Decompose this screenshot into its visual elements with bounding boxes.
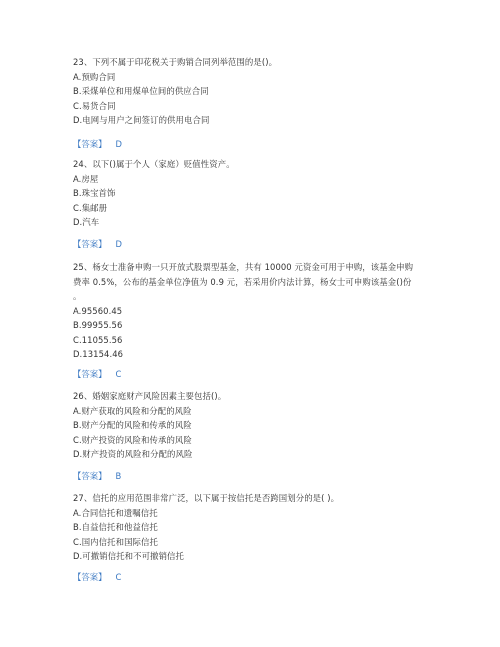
- option-a: A.预购合同: [73, 71, 116, 82]
- question-26: [73, 389, 433, 462]
- answer-label: 【答案】: [73, 471, 107, 481]
- option-a: A.财产获取的风险和分配的风险: [73, 405, 192, 416]
- option-a: A.合同信托和遗嘱信托: [73, 507, 158, 518]
- answer-label: 【答案】: [73, 239, 107, 249]
- answer-label: 【答案】: [73, 369, 107, 379]
- option-b: B.99955.56: [73, 320, 123, 330]
- answer-value: C: [115, 369, 122, 379]
- question-23: [73, 55, 433, 128]
- option-c: C.财产投资的风险和传承的风险: [73, 434, 192, 445]
- answer-label: 【答案】: [73, 139, 107, 149]
- option-b: B.自益信托和他益信托: [73, 522, 158, 532]
- option-b: B.珠宝首饰: [73, 188, 116, 198]
- option-d: D.13154.46: [73, 349, 124, 359]
- option-c: C.11055.56: [73, 334, 123, 345]
- question-25: [73, 260, 433, 362]
- question-27: [73, 491, 433, 564]
- option-c: C.集邮册: [73, 202, 108, 213]
- answer-25: [73, 368, 121, 380]
- answer-value: D: [115, 239, 122, 249]
- question-stem-line-2: 费率 0.5%，公布的基金单位净值为 0.9 元，若采用价内法计算，杨女士可申购该基金()份: [73, 276, 412, 287]
- answer-27: [73, 571, 121, 583]
- answer-value: B: [115, 471, 122, 481]
- option-a: A.房屋: [73, 173, 99, 184]
- answer-value: C: [115, 572, 122, 582]
- question-stem: 26、婚姻家庭财产风险因素主要包括()。: [73, 391, 227, 401]
- answer-26: [73, 470, 121, 482]
- answer-23: [73, 138, 122, 150]
- option-b: B.采煤单位和用煤单位间的供应合同: [73, 86, 209, 96]
- option-d: D.电网与用户之间签订的供用电合同: [73, 115, 210, 125]
- answer-24: [73, 238, 122, 250]
- answer-value: D: [115, 139, 122, 149]
- option-c: C.国内信托和国际信托: [73, 536, 158, 547]
- option-d: D.财产投资的风险和分配的风险: [73, 449, 193, 459]
- question-24: [73, 157, 433, 230]
- option-b: B.财产分配的风险和传承的风险: [73, 420, 192, 430]
- question-stem: 23、下列不属于印花税关于购销合同列举范围的是()。: [73, 57, 278, 67]
- question-stem-line-3: 。: [73, 291, 82, 301]
- option-d: D.汽车: [73, 217, 100, 227]
- question-stem: 27、信托的应用范围非常广泛，以下属于按信托是否跨国划分的是( )。: [73, 493, 340, 503]
- question-stem: 24、以下()属于个人（家庭）贬值性资产。: [73, 159, 235, 169]
- option-a: A.95560.45: [73, 305, 123, 316]
- option-c: C.易货合同: [73, 100, 116, 111]
- question-stem-line-1: 25、杨女士准备申购一只开放式股票型基金，共有 10000 元资金可用于申购，该基金申购: [73, 262, 414, 272]
- option-d: D.可撤销信托和不可撤销信托: [73, 551, 185, 561]
- answer-label: 【答案】: [73, 572, 107, 582]
